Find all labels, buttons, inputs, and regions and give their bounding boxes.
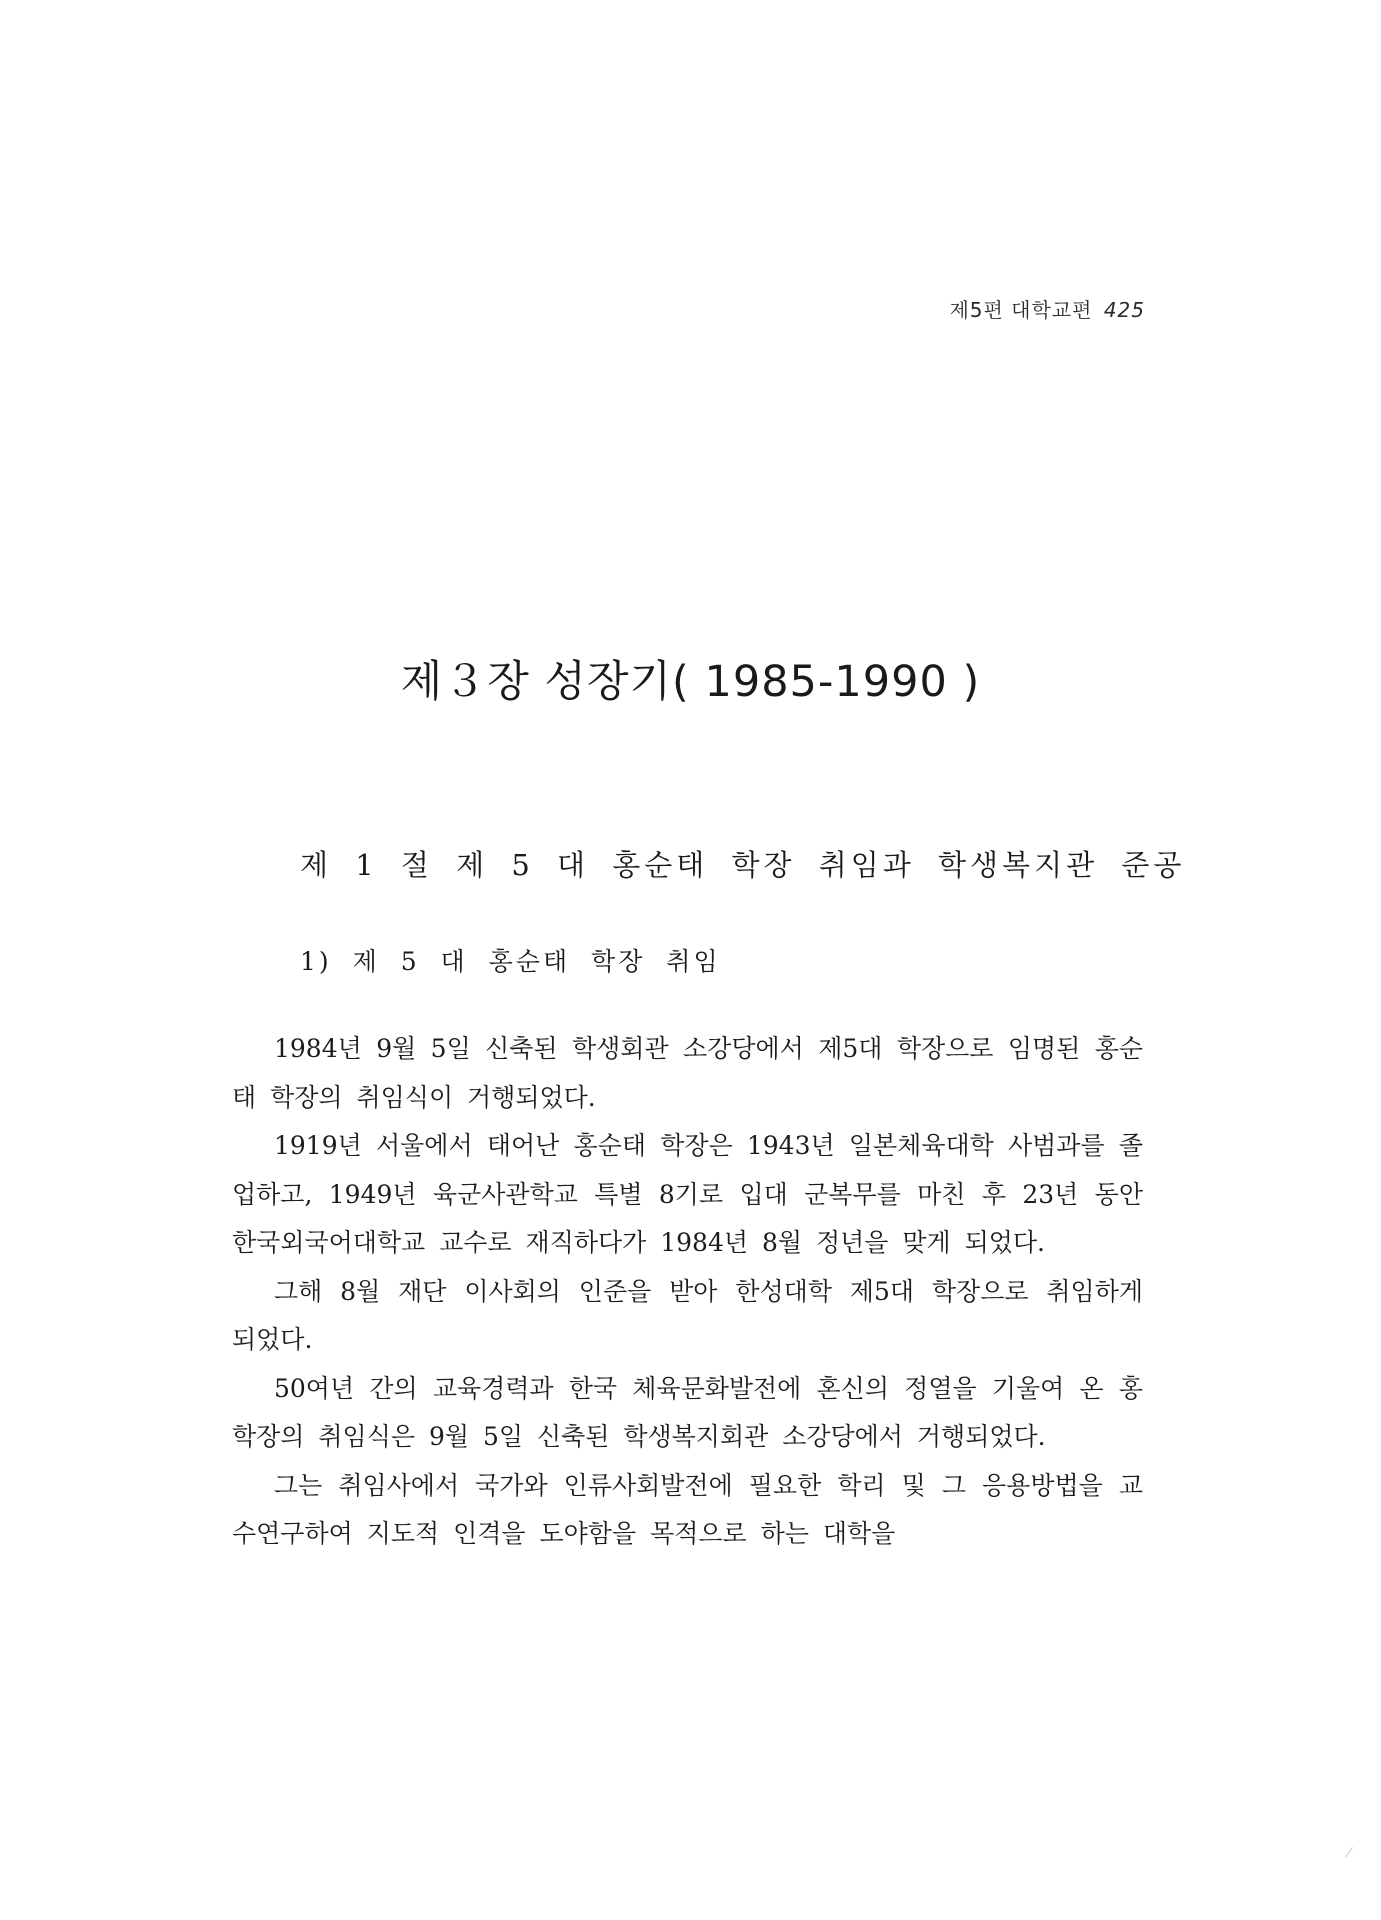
running-header	[949, 294, 1145, 323]
scan-artifact-mark	[1345, 1847, 1358, 1861]
page-number: 425	[1103, 298, 1145, 322]
body-paragraph: 1984년 9월 5일 신축된 학생회관 소강당에서 제5대 학장으로 임명된 홍순태 학장의 취임식이 거행되었다.	[232, 1034, 1143, 1112]
body-text	[232, 1025, 1143, 1559]
subsection-heading: 1) 제 5 대 홍순태 학장 취임	[300, 947, 721, 976]
chapter-title: 제３장 성장기( 1985-1990 )	[400, 657, 981, 707]
running-header-title: 제5편 대학교편	[949, 298, 1093, 322]
body-paragraph: 50여년 간의 교육경력과 한국 체육문화발전에 혼신의 정열을 기울여 온 홍 학장의 취임식은 9월 5일 신축된 학생복지회관 소강당에서 거행되었다.	[232, 1373, 1143, 1451]
section-heading: 제 1 절 제 5 대 홍순태 학장 취임과 학생복지관 준공	[300, 848, 1186, 882]
body-paragraph: 그해 8월 재단 이사회의 인준을 받아 한성대학 제5대 학장으로 취임하게 되었다.	[232, 1276, 1143, 1354]
body-paragraph: 1919년 서울에서 태어난 홍순태 학장은 1943년 일본체육대학 사범과를 졸업하고, 1949년 육군사관학교 특별 8기로 입대 군복무를 마친 후 23년 동안 한국외국어대학교 교수로 재직하다가 1984년 8월 정년을 맞게 되었다.	[232, 1131, 1143, 1257]
body-paragraph: 그는 취임사에서 국가와 인류사회발전에 필요한 학리 및 그 응용방법을 교수연구하여 지도적 인격을 도야함을 목적으로 하는 대학을	[232, 1470, 1143, 1548]
